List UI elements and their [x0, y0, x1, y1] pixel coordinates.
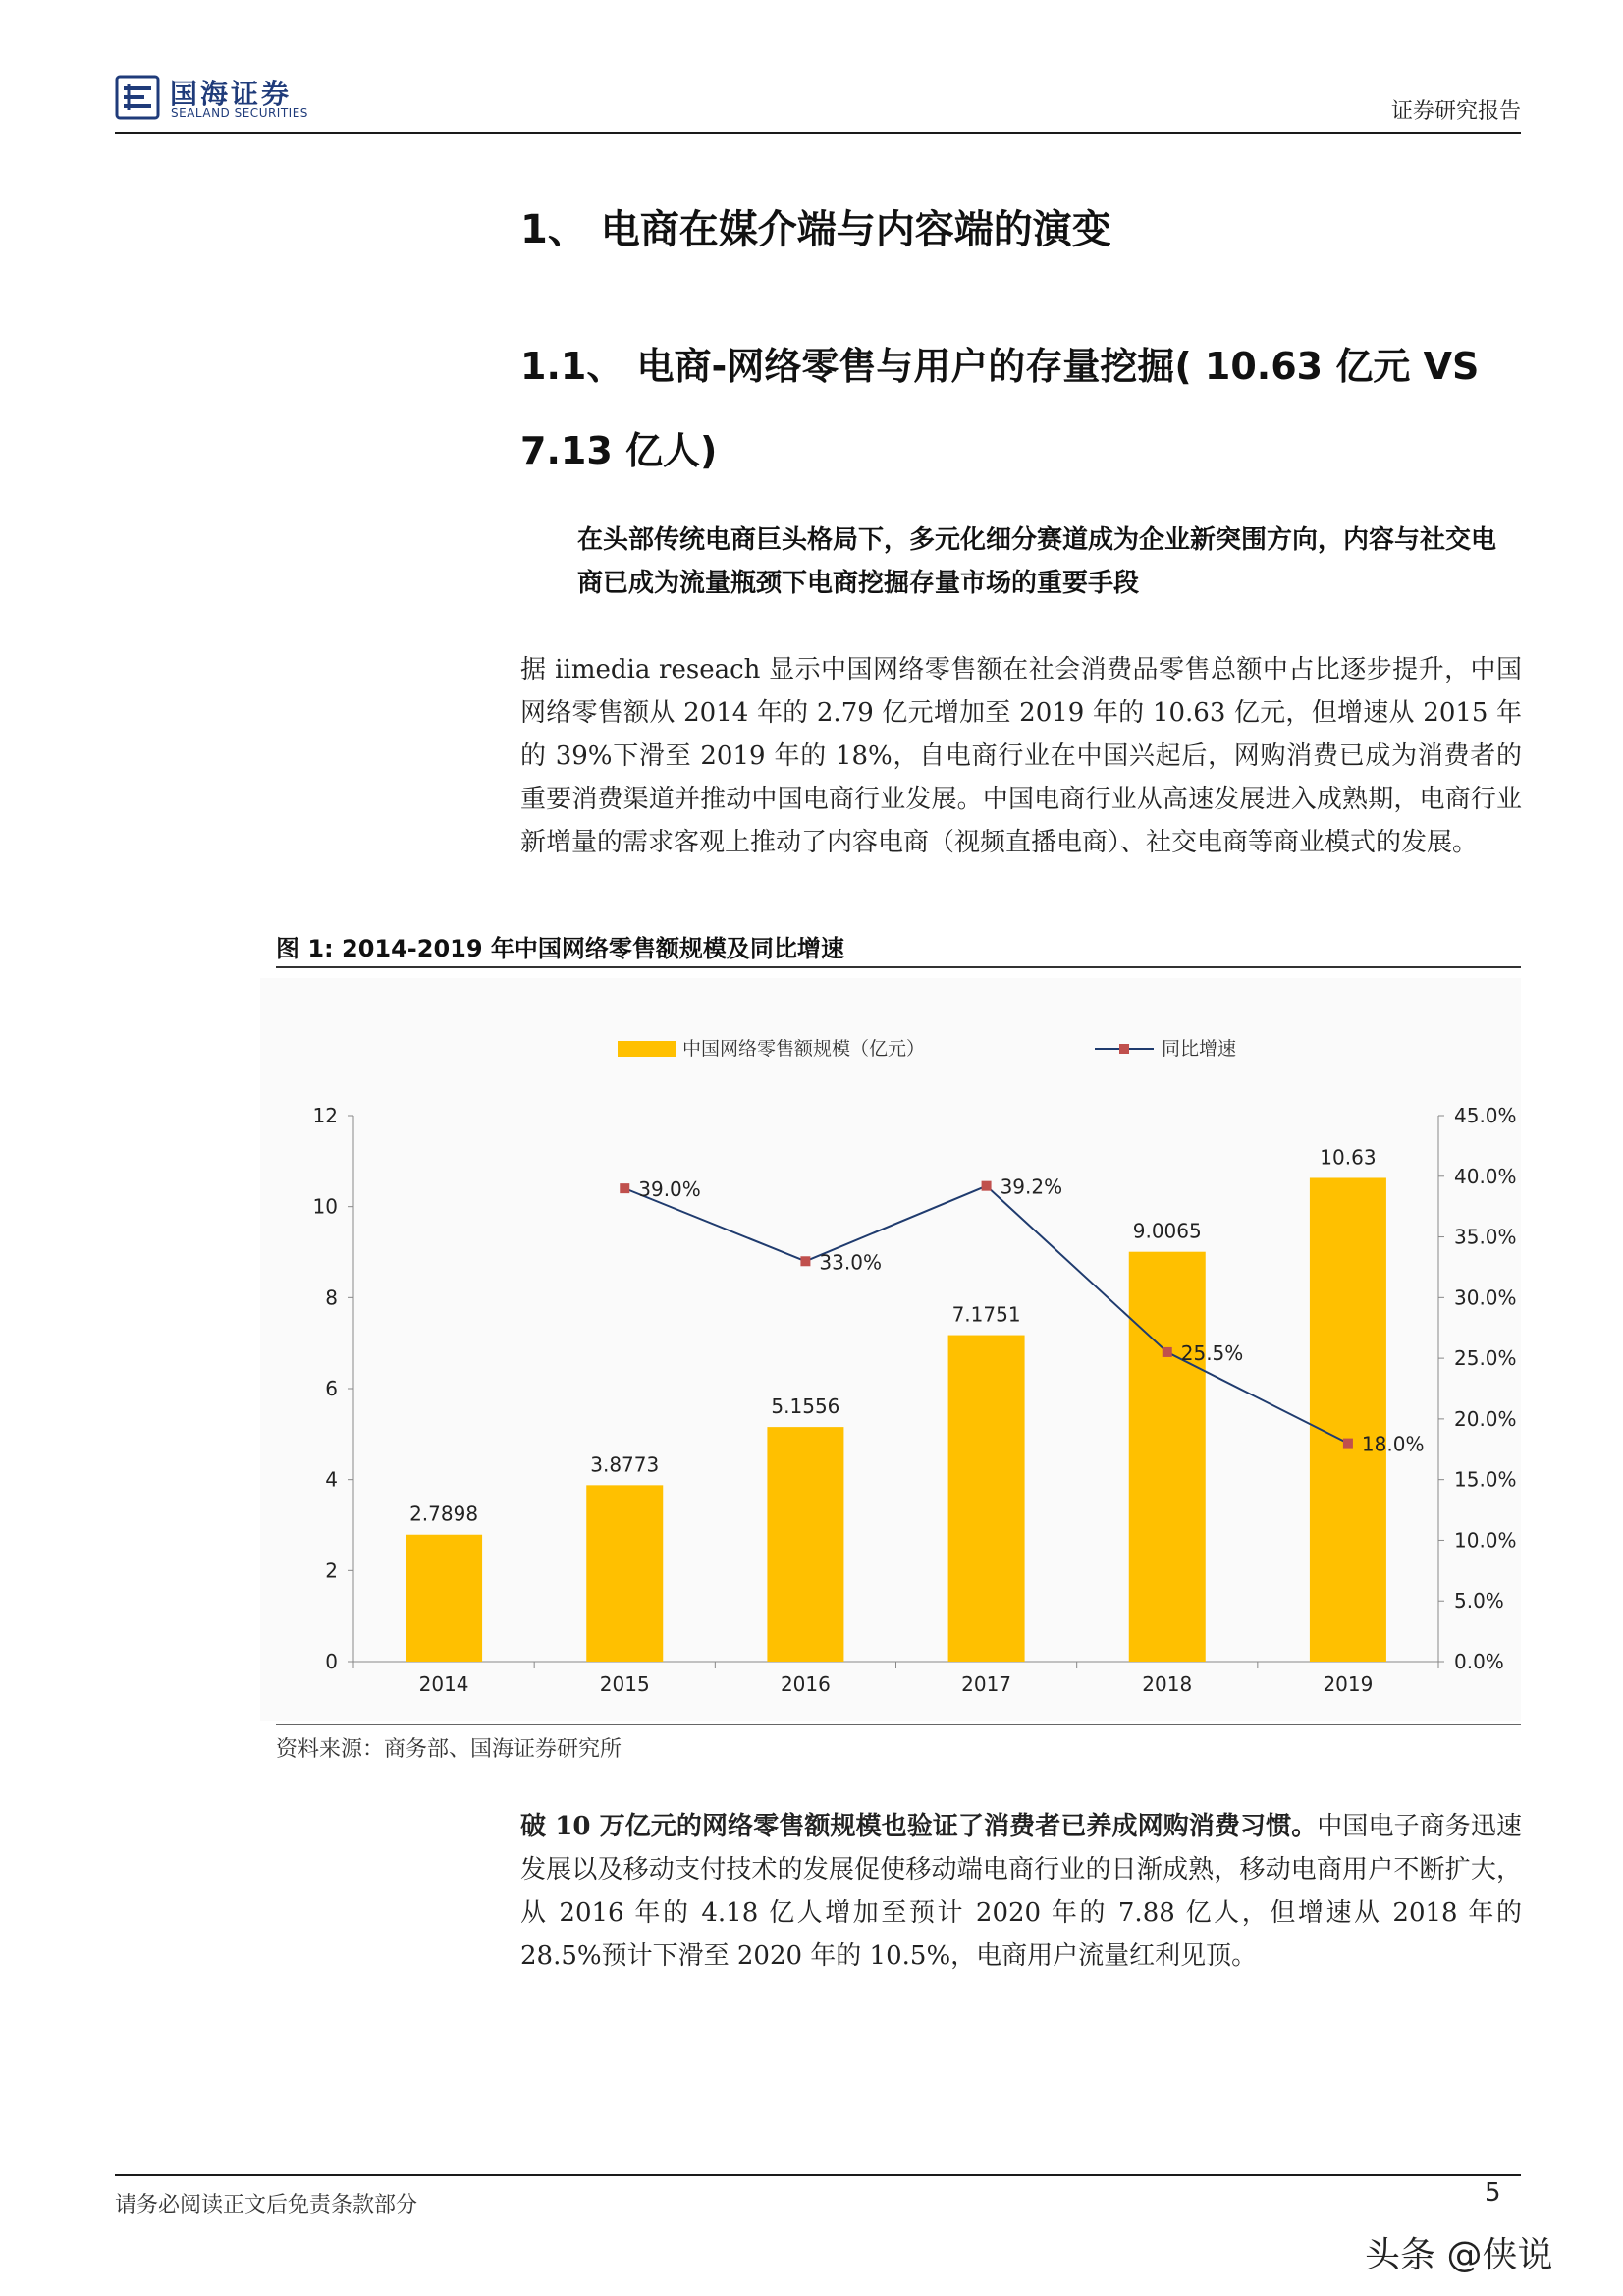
left-axis-tick-label: 0 [325, 1650, 338, 1673]
right-axis-tick-label: 30.0% [1454, 1285, 1517, 1310]
body-paragraph-1: 据 iimedia reseach 显示中国网络零售额在社会消费品零售总额中占比逐步提升，中国网络零售额从 2014 年的 2.79 亿元增加至 2019 年的 10.63 亿元，但增速从 2015 年的 39%下滑至 2019 年的 18%，自电商行业在中国兴起后，网购消费已成为消费者的重要消费渠道并推动中国电商行业发展。中国电商行业从高速发展进入成熟期，电商行业新增量的需求客观上推动了内容电商（视频直播电商）、社交电商等商业模式的发展。 [520, 655, 1522, 857]
x-axis-tick-label: 2017 [961, 1672, 1012, 1696]
bar-value-label: 3.8773 [590, 1452, 660, 1477]
right-axis-tick-label: 35.0% [1454, 1225, 1517, 1249]
growth-value-label: 39.2% [1000, 1175, 1063, 1199]
bar-value-label: 9.0065 [1132, 1219, 1202, 1243]
paragraph-2-body: 中国电子商务迅速发展以及移动支付技术的发展促使移动端电商行业的日渐成熟，移动电商用户不断扩大，从 2016 年的 4.18 亿人增加至预计 2020 年的 7.88 亿人，但增速从 2018 年的 28.5%预计下滑至 2020 年的 10.5%，电商用户流量红利见顶。 [520, 1812, 1522, 1971]
right-axis-tick-label: 40.0% [1454, 1164, 1517, 1188]
sealand-logo-icon [115, 75, 160, 120]
footer-disclaimer: 请务必阅读正文后免责条款部分 [115, 2193, 418, 2217]
growth-value-label: 33.0% [819, 1250, 882, 1275]
bar-value-label: 7.1751 [951, 1302, 1021, 1327]
x-axis-tick-label: 2015 [599, 1672, 650, 1696]
right-axis-tick-label: 25.0% [1454, 1346, 1517, 1371]
legend-bar-label: 中国网络零售额规模（亿元） [682, 1038, 926, 1060]
growth-point-2018 [1163, 1347, 1172, 1357]
bar-2018 [1129, 1252, 1206, 1662]
figure-bottom-rule [276, 1724, 1521, 1725]
company-logo [115, 71, 409, 126]
right-axis-tick-label: 10.0% [1454, 1528, 1517, 1553]
bar-value-label: 5.1556 [771, 1394, 840, 1419]
right-axis-tick-label: 0.0% [1454, 1650, 1504, 1673]
left-axis-tick-label: 6 [325, 1377, 338, 1400]
subsection-heading: 1.1、 电商-网络零售与用户的存量挖掘( 10.63 亿元 VS 7.13 亿人) [520, 345, 1480, 472]
left-axis-tick-label: 2 [325, 1558, 338, 1583]
figure-source: 资料来源：商务部、国海证券研究所 [276, 1737, 622, 1762]
bar-2014 [406, 1535, 482, 1662]
header-divider [115, 132, 1521, 134]
section-heading: 1、 电商在媒介端与内容端的演变 [520, 207, 1111, 252]
growth-point-2015 [620, 1183, 629, 1193]
legend-line-label: 同比增速 [1162, 1038, 1237, 1060]
right-axis-tick-label: 5.0% [1454, 1589, 1504, 1613]
chart-container [260, 978, 1521, 1721]
paragraph-2-lead: 破 10 万亿元的网络零售额规模也验证了消费者已养成网购消费习惯。 [520, 1812, 1318, 1841]
page-number: 5 [1485, 2178, 1501, 2208]
bar-2016 [767, 1427, 843, 1662]
figure-top-rule [276, 966, 1521, 968]
key-point-summary: 在头部传统电商巨头格局下，多元化细分赛道成为企业新突围方向，内容与社交电商已成为流量瓶颈下电商挖掘存量市场的重要手段 [577, 525, 1497, 598]
retail-chart [260, 978, 1521, 1721]
bar-2019 [1310, 1177, 1386, 1662]
footer-divider [115, 2174, 1521, 2176]
bar-2015 [586, 1485, 663, 1662]
left-axis-tick-label: 8 [325, 1285, 338, 1310]
right-axis-tick-label: 20.0% [1454, 1406, 1517, 1431]
growth-point-2016 [800, 1256, 810, 1266]
growth-value-label: 25.5% [1180, 1340, 1244, 1365]
x-axis-tick-label: 2019 [1323, 1672, 1374, 1696]
body-paragraph-2 [520, 1805, 1522, 1978]
bar-value-label: 2.7898 [409, 1502, 479, 1526]
x-axis-tick-label: 2018 [1142, 1672, 1193, 1696]
bar-2017 [948, 1336, 1025, 1662]
bar-value-label: 10.63 [1320, 1145, 1377, 1170]
legend-line-marker [1119, 1044, 1129, 1054]
page-header [115, 71, 1521, 128]
growth-point-2019 [1343, 1439, 1353, 1449]
left-axis-tick-label: 4 [325, 1467, 338, 1492]
growth-value-label: 18.0% [1361, 1432, 1425, 1456]
left-axis-tick-label: 12 [312, 1104, 338, 1127]
x-axis-tick-label: 2016 [780, 1672, 831, 1696]
figure-title: 图 1: 2014-2019 年中国网络零售额规模及同比增速 [276, 935, 844, 962]
right-axis-tick-label: 15.0% [1454, 1467, 1517, 1492]
watermark: 头条 @侠说 [1365, 2235, 1553, 2275]
right-axis-tick-label: 45.0% [1454, 1104, 1517, 1127]
logo-english-name: SEALAND SECURITIES [171, 106, 308, 120]
report-type-label: 证券研究报告 [1390, 99, 1521, 124]
logo-chinese-name: 国海证券 [170, 78, 293, 110]
legend-bar-swatch [618, 1041, 676, 1057]
growth-value-label: 39.0% [638, 1177, 701, 1202]
left-axis-tick-label: 10 [312, 1194, 338, 1219]
x-axis-tick-label: 2014 [418, 1672, 469, 1696]
growth-point-2017 [982, 1181, 992, 1191]
